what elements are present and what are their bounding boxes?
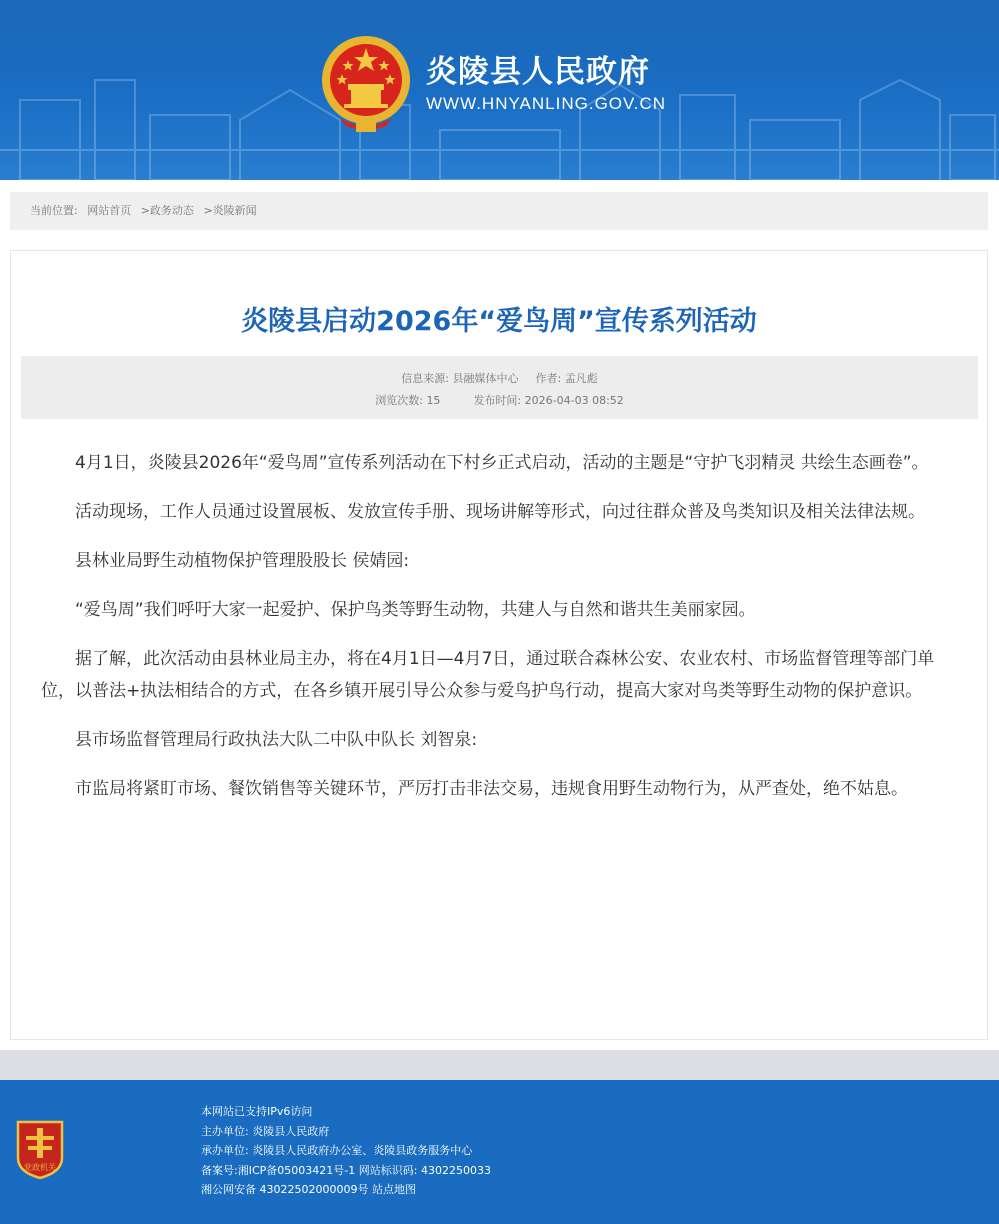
ipv6-notice: 本网站已支持IPv6访问	[201, 1105, 313, 1118]
paragraph: 4月1日，炎陵县2026年“爱鸟周”宣传系列活动在下村乡正式启动，活动的主题是“守护飞羽精灵 共绘生态画卷”。	[75, 453, 929, 473]
divider-band	[0, 1050, 999, 1080]
paragraph: 市监局将紧盯市场、餐饮销售等关键环节，严厉打击非法交易，违规食用野生动物行为，从严查处，绝不姑息。	[75, 779, 908, 799]
site-id-value: 4302250033	[420, 1163, 491, 1177]
breadcrumb-prefix: 当前位置:	[30, 204, 78, 217]
breadcrumb	[10, 192, 988, 230]
badge-label: 党政机关	[24, 1163, 56, 1172]
paragraph: “爱鸟周”我们呼吁大家一起爱护、保护鸟类等野生动物，共建人与自然和谐共生美丽家园。	[75, 600, 756, 620]
national-emblem-logo	[320, 34, 412, 134]
organizer-value: 炎陵县人民政府办公室、炎陵县政务服务中心	[252, 1144, 473, 1157]
host-value: 炎陵县人民政府	[252, 1124, 330, 1138]
date-label: 发布时间:	[473, 394, 522, 407]
paragraph: 据了解，此次活动由县林业局主办，将在4月1日—4月7日，通过联合森林公安、农业农村、市场监督管理等部门单位，以普法+执法相结合的方式，在各乡镇开展引导公众参与爱鸟护鸟行动，提高大家对鸟类等野生动物的保护意识。	[41, 649, 935, 701]
site-header	[0, 0, 999, 180]
article-container	[10, 250, 988, 1040]
article-title: 炎陵县启动2026年“爱鸟周”宣传系列活动	[241, 306, 757, 337]
paragraph: 县市场监督管理局行政执法大队二中队中队长 刘智泉:	[75, 730, 478, 750]
site-footer	[0, 1080, 999, 1224]
police-record-link[interactable]: 湘公网安备 43022502000009号	[201, 1183, 369, 1196]
site-id-label: 网站标识码:	[358, 1163, 418, 1177]
author-label: 作者:	[535, 372, 562, 385]
publish-date: 2026-04-03 08:52	[524, 394, 624, 407]
sitemap-link[interactable]: 站点地图	[371, 1183, 416, 1196]
views-count: 15	[426, 394, 441, 407]
article-body	[41, 447, 961, 822]
article-meta	[21, 356, 978, 419]
paragraph: 县林业局野生动植物保护管理股股长 侯婧园:	[75, 551, 410, 571]
source-value: 县融媒体中心	[452, 372, 519, 385]
author-value: 孟凡彪	[564, 372, 598, 385]
icp-label: 备案号:	[201, 1163, 238, 1177]
footer-info	[201, 1102, 491, 1200]
site-name: 炎陵县人民政府	[426, 54, 650, 90]
icp-link[interactable]: 湘ICP备05003421号-1	[237, 1163, 356, 1177]
breadcrumb-news-link[interactable]: >政务动态	[140, 204, 194, 217]
breadcrumb-home-link[interactable]: 网站首页	[87, 204, 132, 217]
government-agency-badge-icon[interactable]	[14, 1118, 66, 1180]
host-label: 主办单位:	[201, 1124, 249, 1138]
site-url: WWW.HNYANLING.GOV.CN	[426, 94, 667, 113]
breadcrumb-local-news-link[interactable]: >炎陵新闻	[203, 204, 257, 217]
source-label: 信息来源:	[401, 372, 449, 385]
views-label: 浏览次数:	[375, 394, 423, 407]
organizer-label: 承办单位:	[201, 1144, 249, 1157]
paragraph: 活动现场，工作人员通过设置展板、发放宣传手册、现场讲解等形式，向过往群众普及鸟类知识及相关法律法规。	[75, 502, 925, 522]
